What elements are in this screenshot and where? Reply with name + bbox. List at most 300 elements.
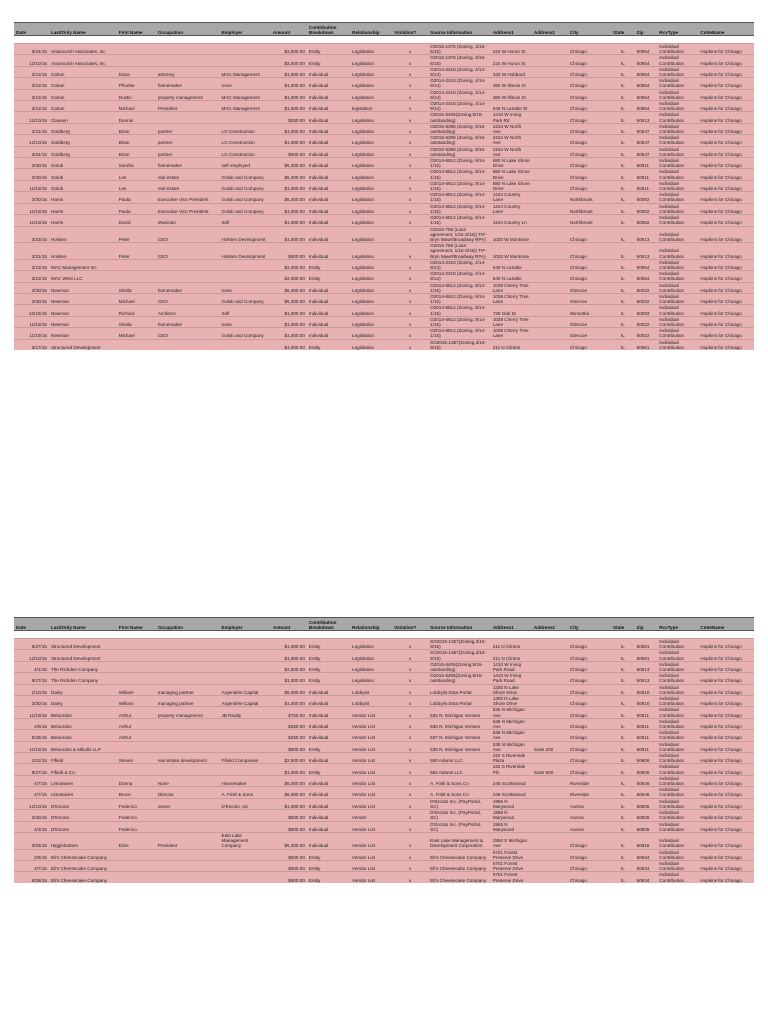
cell-state: IL — [611, 753, 635, 764]
cell-rcv-type: Individual Contribution — [657, 775, 698, 786]
cell-rcv-type: Individual Contribution — [657, 872, 698, 883]
contributions-table-page-2 — [14, 617, 754, 883]
cell-state: IL — [611, 158, 635, 169]
cell-address1: 211 N Clinton — [491, 639, 532, 650]
cell-amount: $1,000.00 — [271, 639, 307, 650]
column-header-first-name: First Name — [117, 23, 156, 36]
cell-relationship: Legislation — [350, 226, 392, 243]
cell-employer — [220, 44, 271, 55]
cell-violation: x — [392, 78, 428, 89]
cell-city: Chicago — [568, 112, 611, 123]
cell-city: Glencoe — [568, 293, 611, 304]
cell-state: IL — [611, 215, 635, 226]
table-header-row — [14, 23, 754, 36]
cell-first-name: Federico — [117, 810, 156, 821]
cell-state: IL — [611, 203, 635, 214]
cell-occupation — [156, 259, 220, 270]
cell-cmte-name: Hopkins for Chicago — [698, 180, 754, 191]
cell-relationship: legislation — [350, 101, 392, 112]
cell-employer: Golub and Company — [220, 180, 271, 191]
cell-source: 536 N. Michigan Venture — [428, 718, 491, 729]
cell-address1: 6701 Forest Preserve Drive — [491, 849, 532, 860]
cell-relationship: Vendor List — [350, 872, 392, 883]
cell-date: 2/10/15 — [14, 684, 49, 695]
cell-last-name: Eli's Cheesecake Company — [49, 872, 117, 883]
cell-occupation — [156, 718, 220, 729]
cell-cmte-name: Hopkins for Chicago — [698, 305, 754, 316]
cell-cmte-name: Hopkins for Chicago — [698, 730, 754, 741]
cell-source: Eli's Cheesecake Company — [428, 849, 491, 860]
cell-rcv-type: Individual Contribution — [657, 696, 698, 707]
cell-rcv-type: Individual Contribution — [657, 180, 698, 191]
cell-zip: 60505 — [635, 798, 658, 809]
column-header-source: Source Information — [428, 618, 491, 631]
cell-amount: $1,500.00 — [271, 78, 307, 89]
cell-breakdown: Entity — [307, 741, 350, 752]
cell-address2 — [532, 169, 568, 180]
cell-address1: 6701 Forest Preserve Drive — [491, 872, 532, 883]
cell-address2 — [532, 44, 568, 55]
cell-address2 — [532, 135, 568, 146]
column-header-zip: Zip — [635, 618, 658, 631]
cell-violation: x — [392, 180, 428, 191]
cell-cmte-name: Hopkins for Chicago — [698, 821, 754, 832]
table-row — [14, 798, 754, 809]
cell-date: 12/10/15 — [14, 798, 49, 809]
cell-first-name: William — [117, 684, 156, 695]
cell-date: 12/10/15 — [14, 135, 49, 146]
cell-zip: 60093 — [635, 305, 658, 316]
cell-first-name: Steven — [117, 753, 156, 764]
cell-amount: $2,500.00 — [271, 44, 307, 55]
cell-violation: x — [392, 271, 428, 282]
cell-source: SO2015-1357(Zoning,3/15-9/15) — [428, 639, 491, 650]
cell-first-name — [117, 639, 156, 650]
cell-last-name: Newman — [49, 293, 117, 304]
cell-amount: $5,400.00 — [271, 293, 307, 304]
cell-employer: MAC Management — [220, 66, 271, 77]
cell-cmte-name: Hopkins for Chicago — [698, 55, 754, 66]
cell-cmte-name: Hopkins for Chicago — [698, 158, 754, 169]
cell-breakdown: Entity — [307, 860, 350, 871]
cell-occupation: owner — [156, 798, 220, 809]
cell-relationship: Legislation — [350, 650, 392, 661]
cell-relationship: Legislation — [350, 180, 392, 191]
column-header-last-name: Last/Only Name — [49, 23, 117, 36]
cell-date: 11/19/15 — [14, 707, 49, 718]
cell-address1: 222 S Riverside Plaza — [491, 753, 532, 764]
cell-zip: 60654 — [635, 78, 658, 89]
cell-city: Chicago — [568, 66, 611, 77]
cell-last-name: Holsten — [49, 226, 117, 243]
cell-occupation — [156, 44, 220, 55]
cell-state: IL — [611, 282, 635, 293]
cell-occupation — [156, 112, 220, 123]
cell-address2 — [532, 339, 568, 350]
cell-last-name: Newman — [49, 282, 117, 293]
cell-address2 — [532, 707, 568, 718]
cell-source: O2015-6405(Zoning,9/15-outstanding) — [428, 673, 491, 684]
cell-date: 11/19/15 — [14, 741, 49, 752]
cell-employer: Argentière Capital — [220, 684, 271, 695]
cell-amount: $1,500.00 — [271, 66, 307, 77]
cell-last-name: Higginbottom — [49, 832, 117, 849]
column-header-first-name: First Name — [117, 618, 156, 631]
cell-address2 — [532, 215, 568, 226]
cell-city: Chicago — [568, 673, 611, 684]
cell-relationship: Legislation — [350, 305, 392, 316]
cell-state: IL — [611, 832, 635, 849]
cell-city: Chicago — [568, 226, 611, 243]
cell-source: O2015-1376 (Zoning, 3/15-5/15) — [428, 55, 491, 66]
cell-violation: x — [392, 718, 428, 729]
cell-cmte-name: Hopkins for Chicago — [698, 89, 754, 100]
cell-zip: 60613 — [635, 226, 658, 243]
table-row — [14, 707, 754, 718]
cell-date: 11/19/15 — [14, 328, 49, 339]
cell-state: IL — [611, 798, 635, 809]
cell-first-name — [117, 44, 156, 55]
cell-first-name — [117, 741, 156, 752]
cell-occupation: homemaker — [156, 78, 220, 89]
cell-rcv-type: Individual Contribution — [657, 158, 698, 169]
cell-city: Chicago — [568, 339, 611, 350]
cell-state: IL — [611, 872, 635, 883]
cell-amount: $1,000.00 — [271, 696, 307, 707]
cell-cmte-name: Hopkins for Chicago — [698, 259, 754, 270]
table-row — [14, 872, 754, 883]
cell-breakdown: Entity — [307, 673, 350, 684]
cell-amount: $5,000.00 — [271, 684, 307, 695]
cell-date: 2/6/15 — [14, 849, 49, 860]
cell-first-name: Phoebe — [117, 78, 156, 89]
cell-state: IL — [611, 135, 635, 146]
cell-city: Northbrook — [568, 203, 611, 214]
cell-state: IL — [611, 112, 635, 123]
cell-breakdown: Individual — [307, 810, 350, 821]
column-header-state: State — [611, 23, 635, 36]
cell-first-name — [117, 673, 156, 684]
cell-address1: 211 N Clinton — [491, 650, 532, 661]
cell-address1: 640 N LaSalle St — [491, 101, 532, 112]
cell-first-name: Brian — [117, 135, 156, 146]
table-row — [14, 673, 754, 684]
cell-date: 8/27/15 — [14, 639, 49, 650]
cell-first-name — [117, 55, 156, 66]
cell-first-name: Elzie — [117, 832, 156, 849]
cell-cmte-name: Hopkins for Chicago — [698, 44, 754, 55]
cell-employer — [220, 741, 271, 752]
cell-state: IL — [611, 293, 635, 304]
cell-city: Glencoe — [568, 316, 611, 327]
cell-address2 — [532, 673, 568, 684]
cell-city: Chicago — [568, 832, 611, 849]
cell-first-name — [117, 271, 156, 282]
cell-city: Northbrook — [568, 192, 611, 203]
column-header-rcv-type: RcvType — [657, 23, 698, 36]
cell-date: 3/30/15 — [14, 810, 49, 821]
cell-zip: 60661 — [635, 339, 658, 350]
cell-first-name: Richard — [117, 305, 156, 316]
cell-last-name: Goldberg — [49, 123, 117, 134]
cell-source: 550 Adams LLC — [428, 764, 491, 775]
cell-violation: x — [392, 135, 428, 146]
cell-first-name — [117, 661, 156, 672]
cell-address1: 1965 N Marywood — [491, 810, 532, 821]
cell-amount: $500.00 — [271, 810, 307, 821]
cell-employer: MAC Management — [220, 89, 271, 100]
cell-address2 — [532, 180, 568, 191]
cell-last-name: Antunovich Associates, Inc — [49, 55, 117, 66]
cell-city: Chicago — [568, 89, 611, 100]
cell-address1: 1020 W Montrose — [491, 243, 532, 260]
cell-violation: x — [392, 832, 428, 849]
cell-first-name — [117, 764, 156, 775]
cell-zip: 60613 — [635, 243, 658, 260]
header-spacer — [14, 631, 754, 639]
cell-breakdown: Entity — [307, 271, 350, 282]
cell-breakdown: Entity — [307, 661, 350, 672]
column-header-city: City — [568, 618, 611, 631]
cell-date: 8/27/15 — [14, 673, 49, 684]
cell-date: 11/18/15 — [14, 203, 49, 214]
cell-source: D'Escoto Inc. (PayPortal, SC) — [428, 798, 491, 809]
cell-occupation: CEO — [156, 243, 220, 260]
cell-source: 535 N. Michigan Venture — [428, 707, 491, 718]
cell-cmte-name: Hopkins for Chicago — [698, 650, 754, 661]
cell-occupation: partner — [156, 135, 220, 146]
cell-last-name: Cahan — [49, 89, 117, 100]
cell-city: Northbrook — [568, 215, 611, 226]
column-header-address2: Address2 — [532, 23, 568, 36]
cell-first-name: Sheila — [117, 316, 156, 327]
cell-amount: $1,500.00 — [271, 226, 307, 243]
cell-last-name: Limotaiven — [49, 787, 117, 798]
table-row — [14, 215, 754, 226]
cell-breakdown: Entity — [307, 872, 350, 883]
cell-city: Chicago — [568, 741, 611, 752]
cell-last-name: Clausen — [49, 112, 117, 123]
cell-city: Winnetka — [568, 305, 611, 316]
cell-last-name: The Richden Company — [49, 661, 117, 672]
cell-rcv-type: Individual Contribution — [657, 192, 698, 203]
column-header-address2: Address2 — [532, 618, 568, 631]
cell-zip: 60613 — [635, 112, 658, 123]
cell-employer — [220, 849, 271, 860]
cell-last-name: Eli's Cheesecake Company — [49, 849, 117, 860]
cell-rcv-type: Individual Contribution — [657, 753, 698, 764]
cell-amount: $2,500.00 — [271, 661, 307, 672]
cell-address1: 211 N Clinton — [491, 339, 532, 350]
column-header-breakdown: Contribution Breakdown — [307, 23, 350, 36]
cell-relationship: Legislation — [350, 203, 392, 214]
cell-amount: $750.00 — [271, 707, 307, 718]
cell-address1: 2234 W North Ave — [491, 135, 532, 146]
column-header-amount: Amount — [271, 618, 307, 631]
cell-source: O2014-6812 (Zoning, 9/14-1/15) — [428, 203, 491, 214]
cell-breakdown: Entity — [307, 639, 350, 650]
cell-address2 — [532, 158, 568, 169]
cell-date: 3/12/15 — [14, 89, 49, 100]
column-header-cmte-name: CmteName — [698, 618, 754, 631]
cell-relationship: Legislation — [350, 271, 392, 282]
cell-address1: 360 W Illinois St — [491, 78, 532, 89]
cell-city: Chicago — [568, 271, 611, 282]
cell-violation: x — [392, 821, 428, 832]
cell-state: IL — [611, 860, 635, 871]
cell-cmte-name: Hopkins for Chicago — [698, 753, 754, 764]
cell-breakdown: Entity — [307, 849, 350, 860]
cell-source: O2015-6398 (Zoning, 9/15-outstanding) — [428, 123, 491, 134]
cell-occupation — [156, 639, 220, 650]
cell-zip: 60546 — [635, 775, 658, 786]
cell-address1: 1038 Cherry Tree Lane — [491, 316, 532, 327]
cell-amount: $1,000.00 — [271, 180, 307, 191]
cell-amount: $5,000.00 — [271, 787, 307, 798]
cell-relationship: Legislation — [350, 259, 392, 270]
cell-first-name — [117, 650, 156, 661]
cell-address2 — [532, 316, 568, 327]
cell-amount: $500.00 — [271, 243, 307, 260]
cell-employer: Holsten Development — [220, 243, 271, 260]
cell-source: O2014-6812 (Zoning, 9/14-1/15) — [428, 158, 491, 169]
cell-date: 3/31/15 — [14, 243, 49, 260]
column-header-cmte-name: CmteName — [698, 23, 754, 36]
cell-amount: $1,000.00 — [271, 673, 307, 684]
table-row — [14, 226, 754, 243]
cell-cmte-name: Hopkins for Chicago — [698, 810, 754, 821]
cell-address2: Suite 600 — [532, 764, 568, 775]
table-row — [14, 55, 754, 66]
cell-source: 550 Adams LLC — [428, 753, 491, 764]
table-row — [14, 764, 754, 775]
cell-relationship: Vendor List — [350, 798, 392, 809]
cell-employer — [220, 339, 271, 350]
cell-city: Chicago — [568, 259, 611, 270]
table-row — [14, 66, 754, 77]
cell-date: 10/15/15 — [14, 305, 49, 316]
cell-breakdown: Individual — [307, 684, 350, 695]
cell-breakdown: Individual — [307, 158, 350, 169]
cell-date: 12/2/15 — [14, 753, 49, 764]
column-header-source: Source Information — [428, 23, 491, 36]
cell-address2 — [532, 55, 568, 66]
cell-city: Chicago — [568, 78, 611, 89]
table-row — [14, 316, 754, 327]
cell-violation: x — [392, 101, 428, 112]
cell-violation: x — [392, 316, 428, 327]
cell-cmte-name: Hopkins for Chicago — [698, 282, 754, 293]
cell-amount: $1,000.00 — [271, 135, 307, 146]
cell-breakdown: Individual — [307, 282, 350, 293]
cell-occupation: property management — [156, 707, 220, 718]
cell-amount: $500.00 — [271, 860, 307, 871]
cell-rcv-type: Individual Contribution — [657, 787, 698, 798]
cell-amount: $250.00 — [271, 718, 307, 729]
cell-date: 4/6/15 — [14, 718, 49, 729]
cell-state: IL — [611, 316, 635, 327]
cell-violation: x — [392, 55, 428, 66]
cell-occupation: real estate — [156, 169, 220, 180]
cell-first-name: Peter — [117, 243, 156, 260]
cell-city: Riverside — [568, 775, 611, 786]
cell-employer: Homemaker — [220, 775, 271, 786]
cell-first-name — [117, 849, 156, 860]
cell-amount: $1,500.00 — [271, 89, 307, 100]
cell-violation: x — [392, 305, 428, 316]
cell-cmte-name: Hopkins for Chicago — [698, 316, 754, 327]
cell-rcv-type: Individual Contribution — [657, 243, 698, 260]
cell-violation: x — [392, 293, 428, 304]
cell-zip: 60611 — [635, 741, 658, 752]
cell-zip: 60613 — [635, 661, 658, 672]
cell-relationship: Legislation — [350, 661, 392, 672]
cell-date: 8/27/15 — [14, 764, 49, 775]
cell-state: IL — [611, 821, 635, 832]
cell-state: IL — [611, 741, 635, 752]
cell-cmte-name: Hopkins for Chicago — [698, 78, 754, 89]
cell-state: IL — [611, 787, 635, 798]
cell-employer — [220, 764, 271, 775]
column-header-address1: Address1 — [491, 23, 532, 36]
cell-cmte-name: Hopkins for Chicago — [698, 849, 754, 860]
cell-state: IL — [611, 259, 635, 270]
cell-relationship: Legislation — [350, 123, 392, 134]
cell-source: O2014-2318 (Zoning, 4/14-9/14) — [428, 66, 491, 77]
cell-state: IL — [611, 775, 635, 786]
cell-cmte-name: Hopkins for Chicago — [698, 123, 754, 134]
cell-last-name: Structured Development — [49, 339, 117, 350]
cell-violation: x — [392, 673, 428, 684]
cell-employer: none — [220, 316, 271, 327]
cell-relationship: Vendor List — [350, 787, 392, 798]
cell-last-name: Harris — [49, 203, 117, 214]
cell-address1: 1038 Cherry Tree Lane — [491, 328, 532, 339]
cell-address2 — [532, 66, 568, 77]
cell-zip: 60505 — [635, 821, 658, 832]
table-row — [14, 192, 754, 203]
cell-address2 — [532, 259, 568, 270]
cell-violation: x — [392, 696, 428, 707]
cell-zip: 60062 — [635, 203, 658, 214]
cell-zip: 60022 — [635, 293, 658, 304]
cell-city: Chicago — [568, 718, 611, 729]
cell-state: IL — [611, 661, 635, 672]
cell-address1: 680 N Lake Shore Drive — [491, 180, 532, 191]
cell-date: 3/30/15 — [14, 696, 49, 707]
cell-source: O2015-758 (Loan agreement, 1/15-3/15)( TIF- Bryn Mawr/Broadway RPA) — [428, 243, 491, 260]
cell-city: Chicago — [568, 123, 611, 134]
cell-first-name: Dana — [117, 66, 156, 77]
cell-city: Chicago — [568, 860, 611, 871]
cell-city: Chicago — [568, 101, 611, 112]
cell-source: O2015-6405(Zoning,9/15-outstanding) — [428, 661, 491, 672]
table-row — [14, 339, 754, 350]
cell-address2 — [532, 787, 568, 798]
cell-amount: $5,400.00 — [271, 158, 307, 169]
cell-cmte-name: Hopkins for Chicago — [698, 860, 754, 871]
cell-city: Chicago — [568, 849, 611, 860]
cell-last-name: Goldberg — [49, 135, 117, 146]
cell-rcv-type: Individual Contribution — [657, 169, 698, 180]
cell-relationship: Legislation — [350, 328, 392, 339]
cell-source: Eli's Cheesecake Company — [428, 872, 491, 883]
cell-employer: Golub and Company — [220, 203, 271, 214]
cell-date: 2/21/15 — [14, 123, 49, 134]
cell-violation: x — [392, 684, 428, 695]
cell-relationship: Vendor List — [350, 832, 392, 849]
cell-relationship: Legislation — [350, 146, 392, 157]
